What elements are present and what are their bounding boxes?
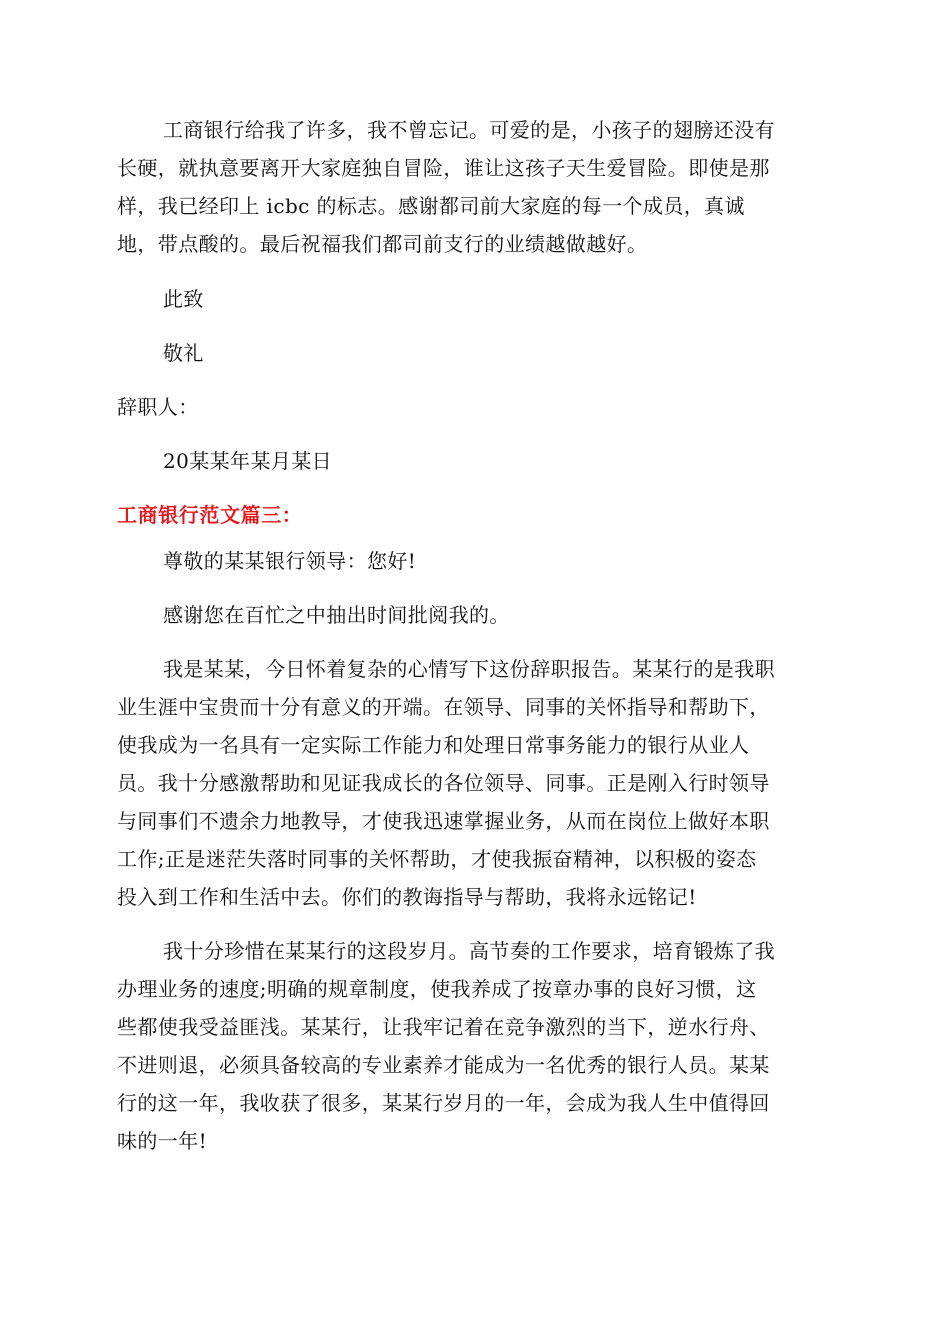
- thanks-line: 感谢您在百忙之中抽出时间批阅我的。: [163, 603, 510, 627]
- date-line: 20某某年某月某日: [163, 449, 333, 473]
- paragraph-line: 我十分珍惜在某某行的这段岁月。高节奏的工作要求，培育锻炼了我: [163, 939, 775, 963]
- paragraph-line: 味的一年!: [117, 1129, 208, 1153]
- paragraph-line: 与同事们不遗余力地教导，才使我迅速掌握业务，从而在岗位上做好本职: [117, 809, 770, 833]
- paragraph-line: 不进则退，必须具备较高的专业素养才能成为一名优秀的银行人员。某某: [117, 1053, 770, 1077]
- closing-line: 敬礼: [163, 341, 204, 365]
- paragraph-line: 地，带点酸的。最后祝福我们都司前支行的业绩越做越好。: [117, 232, 648, 256]
- paragraph-line: 投入到工作和生活中去。你们的教诲指导与帮助，我将永远铭记!: [117, 885, 697, 909]
- paragraph-line: 员。我十分感激帮助和见证我成长的各位领导、同事。正是刚入行时领导: [117, 771, 770, 795]
- signer-label: 辞职人：: [117, 395, 199, 419]
- paragraph-line: 工商银行给我了许多，我不曾忘记。可爱的是，小孩子的翅膀还没有: [163, 118, 775, 142]
- paragraph-line: 使我成为一名具有一定实际工作能力和处理日常事务能力的银行从业人: [117, 733, 750, 757]
- salutation: 尊敬的某某银行领导：您好!: [163, 549, 417, 573]
- paragraph-line: 样，我已经印上 icbc 的标志。感谢都司前大家庭的每一个成员，真诚: [117, 194, 745, 218]
- paragraph-line: 办理业务的速度;明确的规章制度，使我养成了按章办事的良好习惯，这: [117, 977, 757, 1001]
- paragraph-line: 我是某某，今日怀着复杂的心情写下这份辞职报告。某某行的是我职: [163, 657, 775, 681]
- section-heading: 工商银行范文篇三：: [117, 503, 303, 527]
- paragraph-line: 工作;正是迷茫失落时同事的关怀帮助，才使我振奋精神，以积极的姿态: [117, 847, 757, 871]
- paragraph-line: 些都使我受益匪浅。某某行，让我牢记着在竞争激烈的当下，逆水行舟、: [117, 1015, 770, 1039]
- paragraph-line: 业生涯中宝贵而十分有意义的开端。在领导、同事的关怀指导和帮助下，: [117, 695, 770, 719]
- closing-line: 此致: [163, 287, 204, 311]
- paragraph-line: 行的这一年，我收获了很多，某某行岁月的一年，会成为我人生中值得回: [117, 1091, 770, 1115]
- paragraph-line: 长硬，就执意要离开大家庭独自冒险，谁让这孩子天生爱冒险。即使是那: [117, 156, 770, 180]
